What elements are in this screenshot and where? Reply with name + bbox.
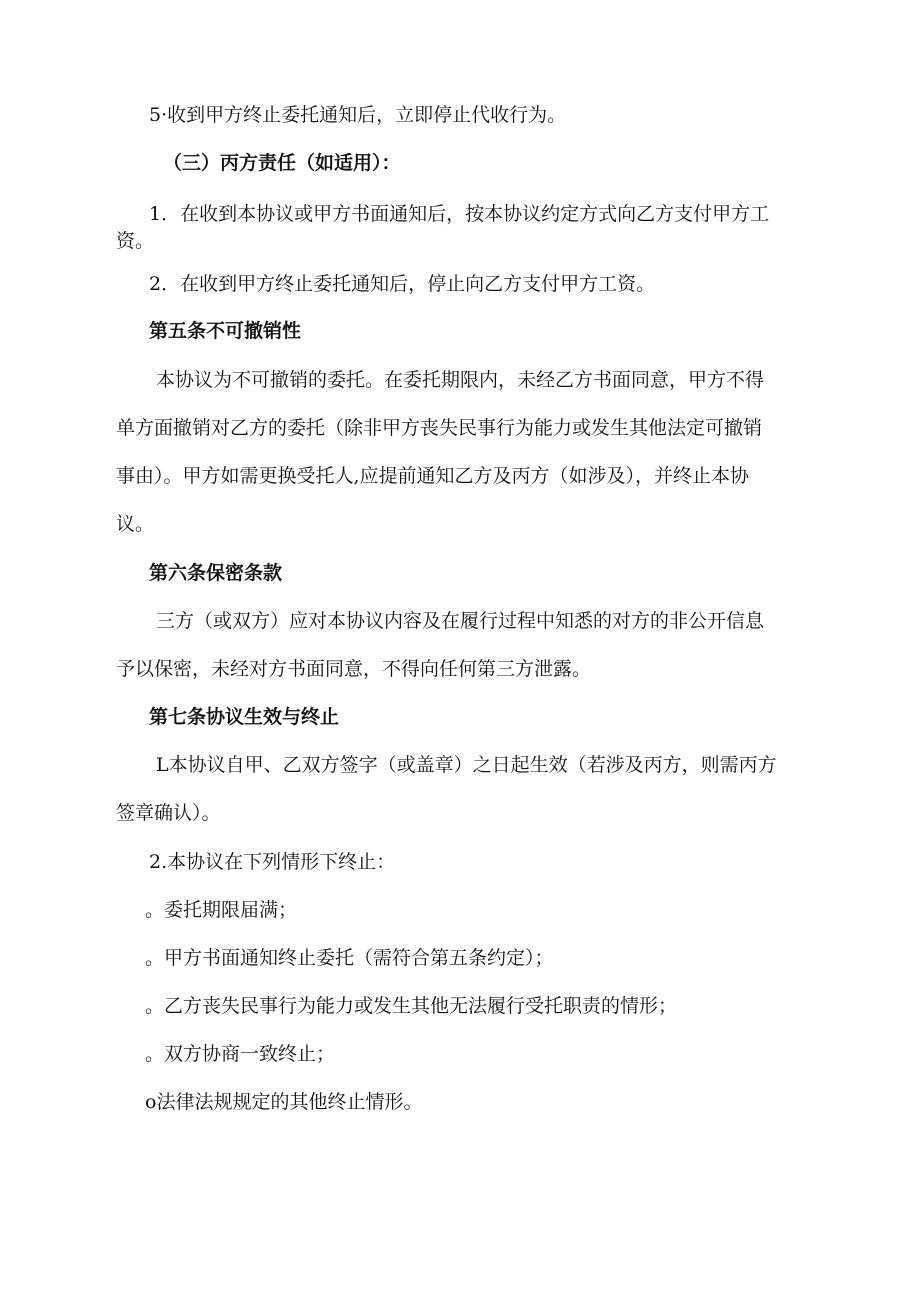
section-c-item-1-line-2: 资。 <box>116 230 155 252</box>
article-7-item-1-line-1: L本协议自甲、乙双方签字（或盖章）之日起生效（若涉及丙方，则需丙方 <box>156 754 777 776</box>
article-6-paragraph-line-2: 予以保密，未经对方书面同意，不得向任何第三方泄露。 <box>116 658 592 680</box>
article-5-paragraph-line-1: 本协议为不可撤销的委托。在委托期限内，未经乙方书面同意，甲方不得 <box>156 369 765 391</box>
article-7-heading: 第七条协议生效与终止 <box>149 706 340 728</box>
article-6-heading: 第六条保密条款 <box>149 562 283 584</box>
termination-item: 。甲方书面通知终止委托（需符合第五条约定）； <box>145 947 554 969</box>
article-5-paragraph-line-4: 议。 <box>116 513 155 535</box>
article-5-paragraph-line-2: 单方面撤销对乙方的委托（除非甲方丧失民事行为能力或发生其他法定可撤销 <box>116 417 763 439</box>
article-6-paragraph-line-1: 三方（或双方）应对本协议内容及在履行过程中知悉的对方的非公开信息 <box>156 610 765 632</box>
article-7-item-2: 2.本协议在下列情形下终止： <box>149 851 396 873</box>
termination-item: 。双方协商一致终止； <box>145 1043 336 1065</box>
termination-item: 。委托期限届满； <box>145 899 298 921</box>
section-c-item-5: 5·收到甲方终止委托通知后，立即停止代收行为。 <box>149 104 567 126</box>
article-5-heading: 第五条不可撤销性 <box>149 320 302 342</box>
section-c-item-2: 2．在收到甲方终止委托通知后，停止向乙方支付甲方工资。 <box>149 273 656 295</box>
termination-item: 。乙方丧失民事行为能力或发生其他无法履行受托职责的情形； <box>145 995 678 1017</box>
article-7-item-1-line-2: 签章确认）。 <box>116 802 221 824</box>
section-c-heading: （三）丙方责任（如适用）： <box>163 152 401 174</box>
termination-item: o法律法规规定的其他终止情形。 <box>145 1091 423 1113</box>
section-c-item-1-line-1: 1．在收到本协议或甲方书面通知后，按本协议约定方式向乙方支付甲方工 <box>149 203 770 225</box>
article-5-paragraph-line-3: 事由）。甲方如需更换受托人,应提前通知乙方及丙方（如涉及），并终止本协 <box>116 465 750 487</box>
